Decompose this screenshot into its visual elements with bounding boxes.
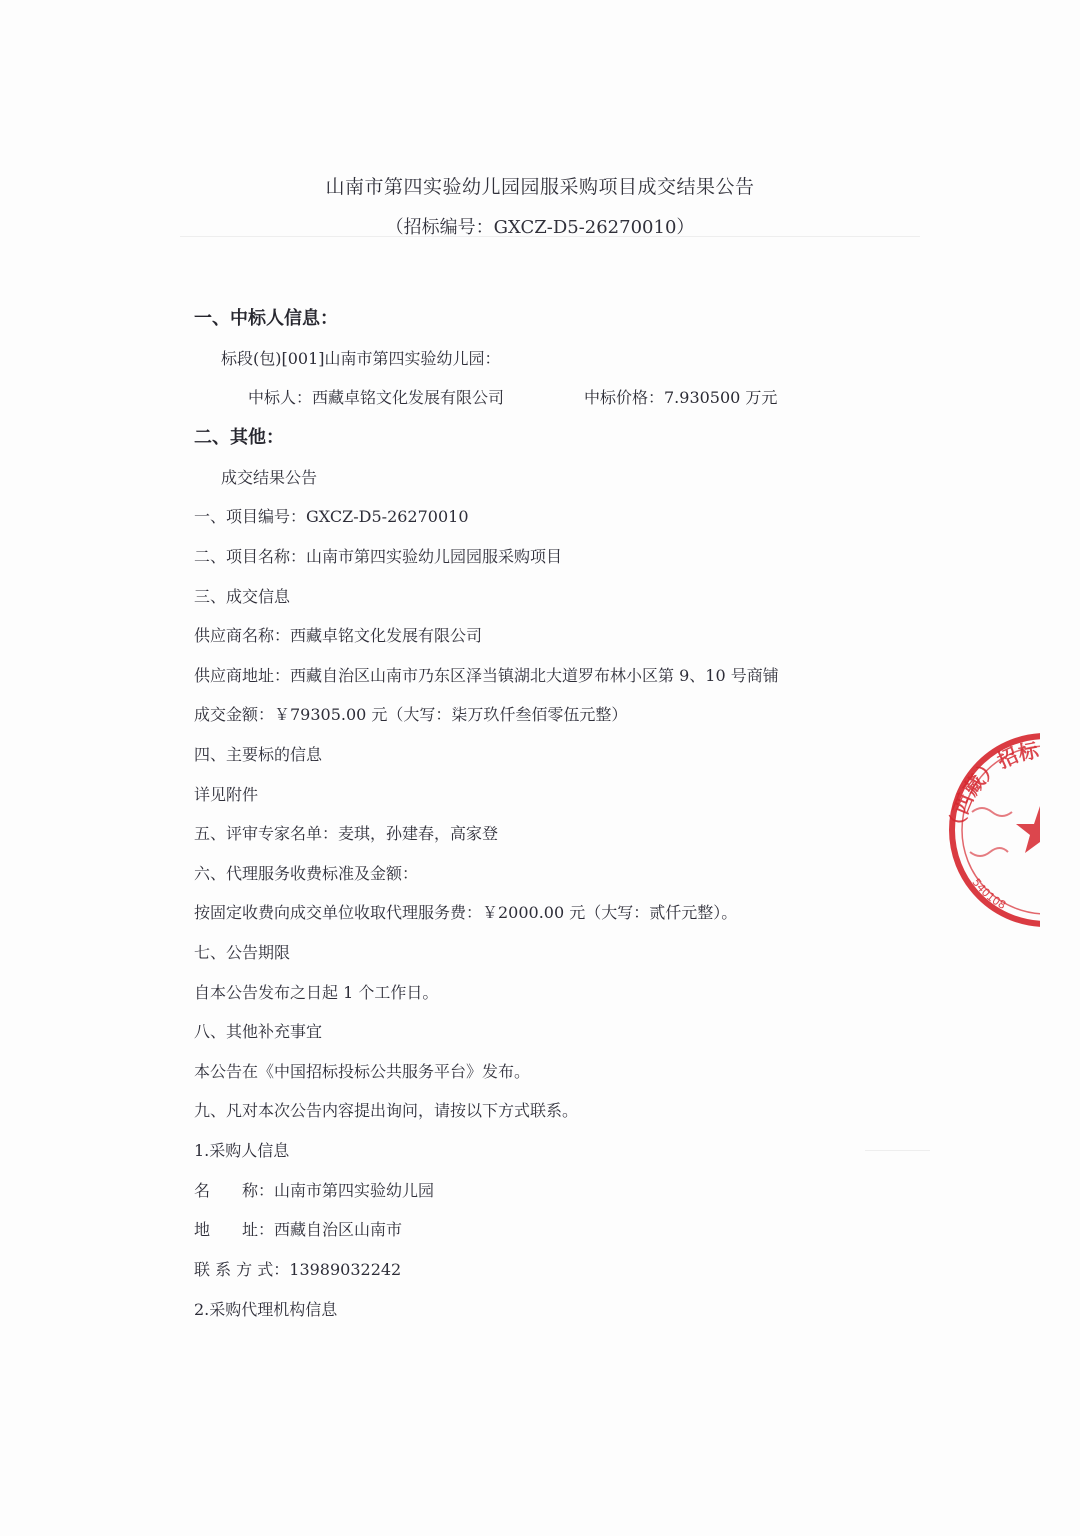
supplier-name: 供应商名称：西藏卓铭文化发展有限公司 — [194, 626, 483, 645]
seal-graphic — [942, 732, 1040, 928]
official-seal-stamp — [942, 732, 1040, 928]
document-title: 山南市第四实验幼儿园园服采购项目成交结果公告 — [325, 176, 755, 198]
item-project-number: 一、项目编号：GXCZ-D5-26270010 — [194, 507, 469, 526]
section-heading-winner-info: 一、中标人信息： — [194, 308, 338, 329]
deal-amount: 成交金额：￥79305.00 元（大写：柒万玖仟叁佰零伍元整） — [194, 705, 628, 724]
item-main-subject-detail: 详见附件 — [194, 785, 259, 804]
item-agency-fee-detail: 按固定收费向成交单位收取代理服务费：￥2000.00 元（大写：贰仟元整）。 — [194, 903, 738, 922]
item-main-subject: 四、主要标的信息 — [194, 745, 323, 764]
seal-text-bottom: 540108 — [969, 876, 1009, 912]
item-agency-fee: 六、代理服务收费标准及金额： — [194, 864, 419, 883]
item-other-matters: 八、其他补充事宜 — [194, 1022, 323, 1041]
item-notice-period: 七、公告期限 — [194, 943, 291, 962]
supplier-address: 供应商地址：西藏自治区山南市乃东区泽当镇湖北大道罗布林小区第 9、10 号商铺 — [194, 666, 779, 685]
purchaser-heading: 1.采购人信息 — [194, 1141, 290, 1160]
lot-line: 标段(包)[001]山南市第四实验幼儿园： — [221, 349, 501, 368]
seal-text-top: （西藏）招标 — [944, 737, 1040, 837]
item-other-matters-detail: 本公告在《中国招标投标公共服务平台》发布。 — [194, 1062, 531, 1081]
item-notice-period-detail: 自本公告发布之日起 1 个工作日。 — [194, 983, 439, 1002]
purchaser-contact: 联 系 方 式：13989032242 — [194, 1260, 402, 1279]
purchaser-name: 名 称：山南市第四实验幼儿园 — [194, 1181, 435, 1200]
item-contact: 九、凡对本次公告内容提出询问，请按以下方式联系。 — [194, 1101, 579, 1120]
item-deal-info: 三、成交信息 — [194, 587, 291, 606]
item-project-name: 二、项目名称：山南市第四实验幼儿园园服采购项目 — [194, 547, 563, 566]
scan-artifact-line — [865, 1150, 930, 1151]
agency-heading: 2.采购代理机构信息 — [194, 1300, 338, 1319]
winner-line: 中标人：西藏卓铭文化发展有限公司 — [248, 388, 505, 407]
item-expert-list: 五、评审专家名单：麦琪，孙建春，高家登 — [194, 824, 499, 843]
winning-price: 中标价格：7.930500 万元 — [584, 388, 778, 407]
bid-number: （招标编号：GXCZ-D5-26270010） — [385, 217, 695, 238]
section-heading-other: 二、其他： — [194, 427, 284, 448]
purchaser-address: 地 址：西藏自治区山南市 — [194, 1220, 403, 1239]
notice-subtitle: 成交结果公告 — [221, 468, 318, 487]
